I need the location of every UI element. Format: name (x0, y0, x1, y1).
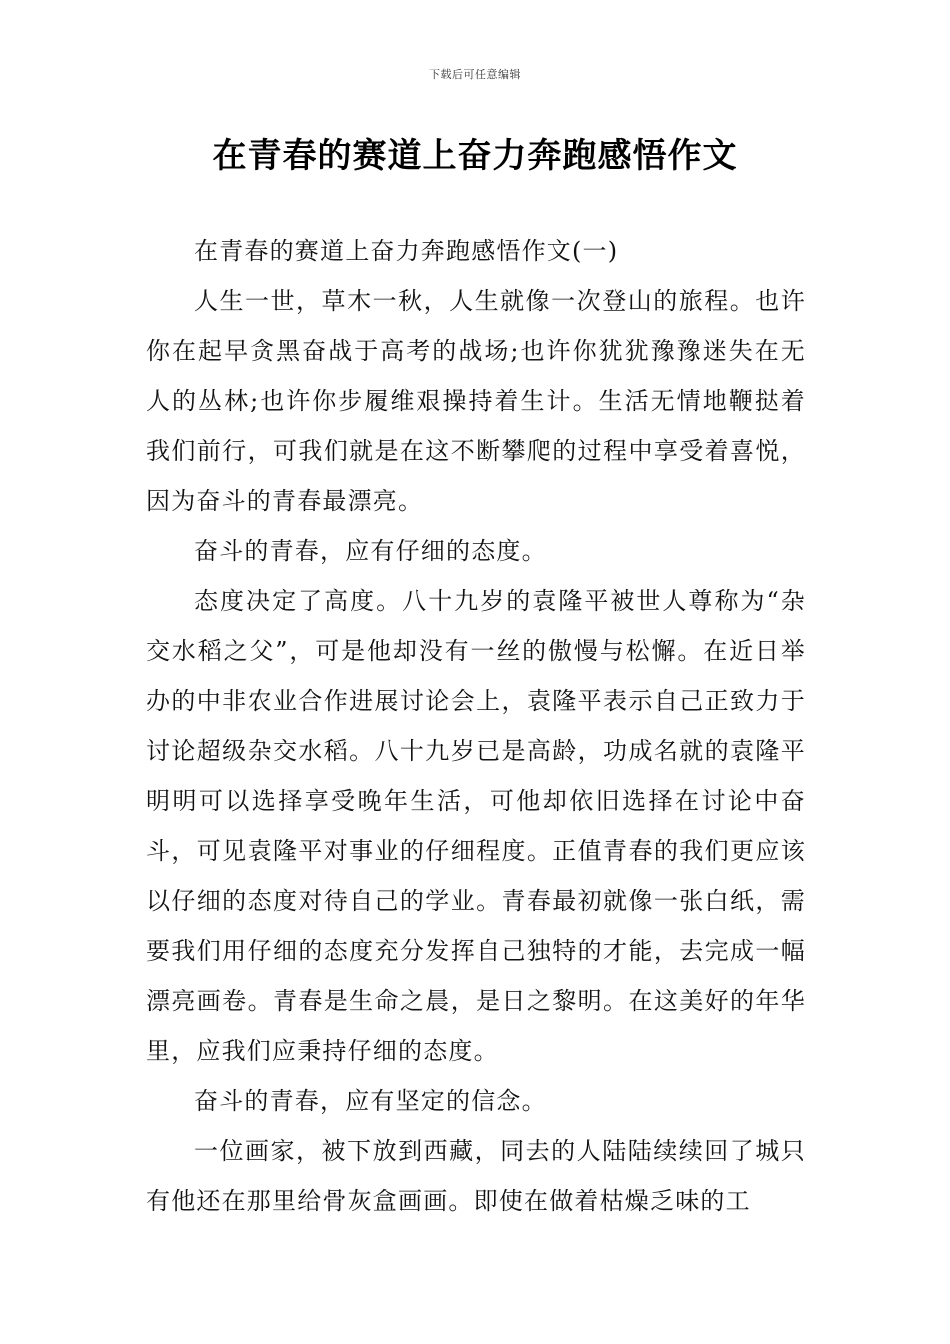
paragraph: 态度决定了高度。八十九岁的袁隆平被世人尊称为“杂交水稻之父”，可是他却没有一丝的傲慢与松懈。在近日举办的中非农业合作进展讨论会上，袁隆平表示自己正致力于讨论超级杂交水稻。八十九岁已是高龄，功成名就的袁隆平明明可以选择享受晚年生活，可他却依旧选择在讨论中奋斗，可见袁隆平对事业的仔细程度。正值青春的我们更应该以仔细的态度对待自己的学业。青春最初就像一张白纸，需要我们用仔细的态度充分发挥自己独特的才能，去完成一幅漂亮画卷。青春是生命之晨，是日之黎明。在这美好的年华里，应我们应秉持仔细的态度。 (146, 587, 806, 1065)
paragraph-heading: 奋斗的青春，应有坚定的信念。 (194, 1087, 547, 1115)
paragraph-subtitle: 在青春的赛道上奋力奔跑感悟作文(一) (194, 237, 619, 265)
header-note: 下载后可任意编辑 (429, 68, 521, 81)
paragraph: 人生一世，草木一秋，人生就像一次登山的旅程。也许你在起早贪黑奋战于高考的战场;也许你犹犹豫豫迷失在无人的丛林;也许你步履维艰操持着生计。生活无情地鞭挞着我们前行，可我们就是在这不断攀爬的过程中享受着喜悦，因为奋斗的青春最漂亮。 (146, 287, 806, 515)
document-title: 在青春的赛道上奋力奔跑感悟作文 (212, 136, 738, 176)
paragraph-heading: 奋斗的青春，应有仔细的态度。 (194, 537, 547, 565)
paragraph: 一位画家，被下放到西藏，同去的人陆陆续续回了城只有他还在那里给骨灰盒画画。即使在做着枯燥乏味的工 (146, 1137, 806, 1215)
document-body (146, 226, 806, 1226)
